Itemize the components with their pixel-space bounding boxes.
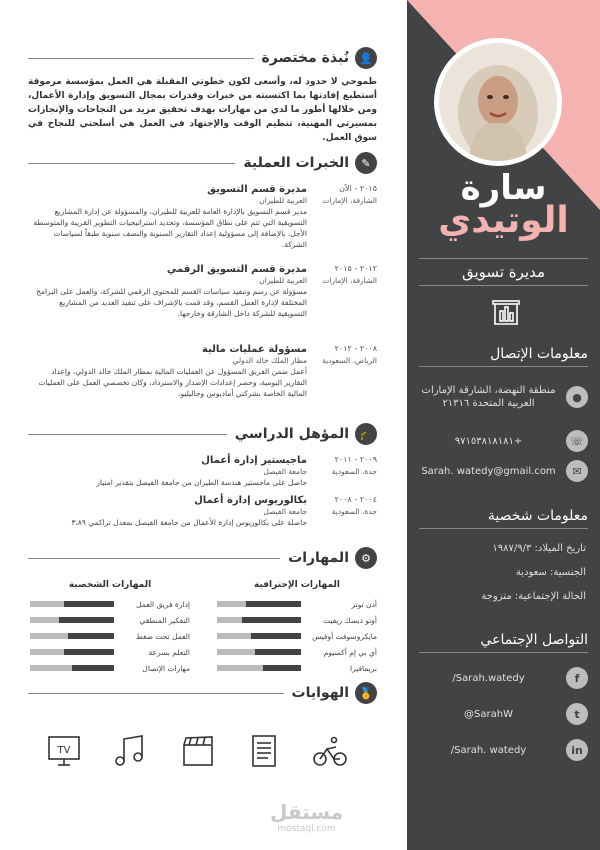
item-desc: حاصلة على بكالوريوس إدارة الأعمال من جامعة الفيصل بمعدل تراكمي ٣،٨٩	[71, 518, 307, 527]
item-place: الشارقة، الإمارات	[322, 196, 377, 205]
skill-row	[30, 628, 190, 644]
skill-bar	[217, 617, 301, 623]
experience-heading: الخبرات العملية	[243, 155, 349, 171]
summary-header	[28, 46, 377, 70]
item-title: مديرة قسم التسويق الرقمي	[166, 264, 307, 275]
email-icon: ✉	[566, 460, 588, 482]
hobbies-header	[28, 681, 377, 705]
contact-phone-row	[419, 430, 588, 452]
skill-label: أدن توتز	[351, 599, 377, 609]
skills-header	[28, 546, 377, 570]
item-date: ٢٠١٢ - ٢٠١٥	[334, 264, 377, 273]
linkedin-handle[interactable]: /Sarah. watedy	[450, 744, 527, 756]
summary-text: طموحي لا حدود له، وأسعى لكون خطوتي المقبلة هي العمل بمؤسسة مرموقة أستطيع إفادتها بما اكتسبته من خبرات وقدرات بمجال التسويق وإدارة الأعمال، ومن خلالها أطور ما لدي من مهارات بهدف تحقيق مزيد من النجاحات والإنجازات بمسيرتي المهنية، تنظيم الوقت والإجتهاد في العمل هي أسلحتي للنجاح في سوق العمل.	[28, 77, 377, 143]
summary-heading: نُبذة مختصرة	[261, 50, 349, 66]
facebook-handle[interactable]: /Sarah.watedy	[452, 672, 525, 684]
watermark	[270, 800, 343, 834]
skill-row	[217, 644, 377, 660]
skill-label: مهارات الإتصال	[142, 663, 190, 673]
item-org: جامعة الفيصل	[263, 467, 307, 476]
skill-bar	[30, 633, 114, 639]
contact-heading: معلومات الإتصال	[419, 346, 588, 367]
last-name: الوتيدي	[438, 200, 569, 241]
skill-label: إدارة فريق العمل	[136, 599, 190, 609]
skill-bar	[217, 633, 301, 639]
skill-label: أي بي إم أكسيوم	[323, 647, 377, 657]
facebook-icon: f	[566, 667, 588, 689]
birth-date: تاريخ الميلاد: ١٩٨٧/٩/٣	[492, 543, 586, 554]
item-date: ٢٠٠٩ - ٢٠١١	[334, 455, 377, 464]
personal-skills-heading: المهارات الشخصية	[68, 580, 152, 590]
phone: +٩٧١٥٣٨١٨١٨١	[454, 435, 523, 447]
social-facebook-row[interactable]	[419, 667, 588, 689]
item-desc: أعمل ضمن الفريق المسؤول عن العمليات المالية بمطار الملك خالد الدولي، وإعداد التقارير اليومية، وحصر إعدادات الإصدار والاسترداد، وكان تخصصي العمل على العمليات المالية الخاصة بشركتي أماديوس وجاليليو.	[38, 367, 307, 398]
skill-bar	[217, 601, 301, 607]
hobbies-heading: الهوايات	[291, 685, 349, 701]
social-twitter-row[interactable]	[419, 703, 588, 725]
personal-heading: معلومات شخصية	[419, 508, 588, 529]
job-title: مديرة تسويق	[419, 258, 588, 286]
user-icon: 👤	[355, 47, 377, 69]
svg-text:TV: TV	[57, 745, 71, 756]
skill-row	[30, 644, 190, 660]
skill-label: أوتو ديسك ريفيت	[322, 615, 377, 625]
skill-bar	[30, 665, 114, 671]
presentation-icon	[491, 298, 521, 330]
item-desc: مدير قسم التسويق بالإدارة العامة للعربية للطيران، والمسؤولة عن إدارة المشاريع التسويقية التي تتم على نطاق المؤسسة، وتحديد استراتيجيات التطوير القريبة والمتوسطة الأجل، بالإضافة إلى مسؤولية إعداد التقارير السنوية والنصف سنوية طبقاً لسياسات الشركة.	[33, 207, 307, 249]
item-place: جدة، السعودية	[331, 507, 377, 516]
cycling-icon	[312, 733, 348, 769]
professional-skills	[217, 580, 377, 676]
item-org: العربية للطيران	[259, 196, 307, 205]
phone-icon: ☏	[566, 430, 588, 452]
twitter-icon: t	[566, 703, 588, 725]
education-heading: المؤهل الدراسي	[234, 426, 349, 442]
item-desc: حاصل على ماجستير هندسة الطيران من جامعة الفيصل بتقدير امتياز	[96, 478, 307, 487]
location-pin-icon: ●	[566, 386, 588, 408]
twitter-handle[interactable]: @SarahW	[464, 708, 513, 720]
experience-header	[28, 151, 377, 175]
skill-row	[30, 660, 190, 676]
item-place: الرياض، السعودية	[322, 356, 377, 365]
skills-heading: المهارات	[288, 550, 349, 566]
skill-row	[30, 612, 190, 628]
address: منطقة النهضة، الشارقة الإمارات العربية المتحدة ٢١٣١٦	[421, 385, 556, 409]
item-date: ٢٠٠٨ - ٢٠١٢	[334, 344, 377, 353]
skill-label: مايكروسوفت أوفيس	[312, 631, 377, 641]
item-org: جامعة الفيصل	[263, 507, 307, 516]
item-place: الشارقة، الإمارات	[322, 276, 377, 285]
skill-bar	[217, 649, 301, 655]
skill-label: التفكير المنطقي	[139, 615, 190, 625]
item-date: ٢٠١٥ - الآن	[339, 184, 377, 193]
skill-row	[217, 628, 377, 644]
tv-icon	[46, 733, 82, 769]
professional-skills-heading: المهارات الإحترافية	[254, 580, 340, 590]
skill-bar	[217, 665, 301, 671]
social-linkedin-row[interactable]	[419, 739, 588, 761]
contact-email-row[interactable]	[419, 460, 588, 482]
skill-label: العمل تحت ضغط	[135, 631, 190, 641]
skill-label: بريمافيرا	[349, 663, 377, 673]
marital-status: الحالة الإجتماعية: متزوجة	[481, 591, 586, 602]
nationality: الجنسية: سعودية	[515, 567, 586, 578]
skill-row	[217, 612, 377, 628]
item-title: بكالوريوس إدارة أعمال	[194, 495, 307, 506]
social-heading: التواصل الإجتماعي	[419, 632, 588, 653]
email[interactable]: Sarah. watedy@gmail.com	[421, 465, 556, 477]
item-desc: مسؤولة عن رسم وتنفيذ سياسات القسم للمحتوى الرقمي للشركة، والعمل على البرامج المختلفة لإدارة العمل القسم، وقد قمت بالإشراف على تنفيذ العديد من المشاريع التسويقية للشركة داخل الشارقة وخارجها.	[36, 287, 307, 318]
item-title: مسؤولة عمليات مالية	[202, 344, 307, 355]
item-place: جدة، السعودية	[331, 467, 377, 476]
item-date: ٢٠٠٤ - ٢٠٠٨	[334, 495, 377, 504]
linkedin-icon: in	[566, 739, 588, 761]
contact-address-row	[419, 384, 588, 410]
watermark-domain: mostaql.com	[277, 824, 336, 834]
skill-bar	[30, 649, 114, 655]
skill-row	[217, 660, 377, 676]
clapperboard-icon	[180, 733, 216, 769]
first-name: سارة	[460, 168, 547, 208]
skill-label: التعلم بسرعة	[148, 647, 190, 657]
graduation-cap-icon: 🎓	[355, 423, 377, 445]
item-title: مديرة قسم التسويق	[207, 184, 307, 195]
profile-photo	[434, 38, 562, 166]
skill-bar	[30, 601, 114, 607]
skill-row	[30, 596, 190, 612]
education-header	[28, 422, 377, 446]
watermark-brand: مستقل	[270, 800, 344, 824]
sidebar	[407, 0, 600, 850]
skill-bar	[30, 617, 114, 623]
pencil-icon: ✎	[355, 152, 377, 174]
book-icon	[246, 733, 282, 769]
medal-icon: 🏅	[355, 682, 377, 704]
skill-row	[217, 596, 377, 612]
item-title: ماجيستير إدارة أعمال	[201, 455, 307, 466]
personal-skills	[30, 580, 190, 676]
item-org: مطار الملك خالد الدولي	[232, 356, 307, 365]
item-org: العربية للطيران	[259, 276, 307, 285]
music-note-icon	[112, 733, 148, 769]
gear-icon: ⚙	[355, 547, 377, 569]
